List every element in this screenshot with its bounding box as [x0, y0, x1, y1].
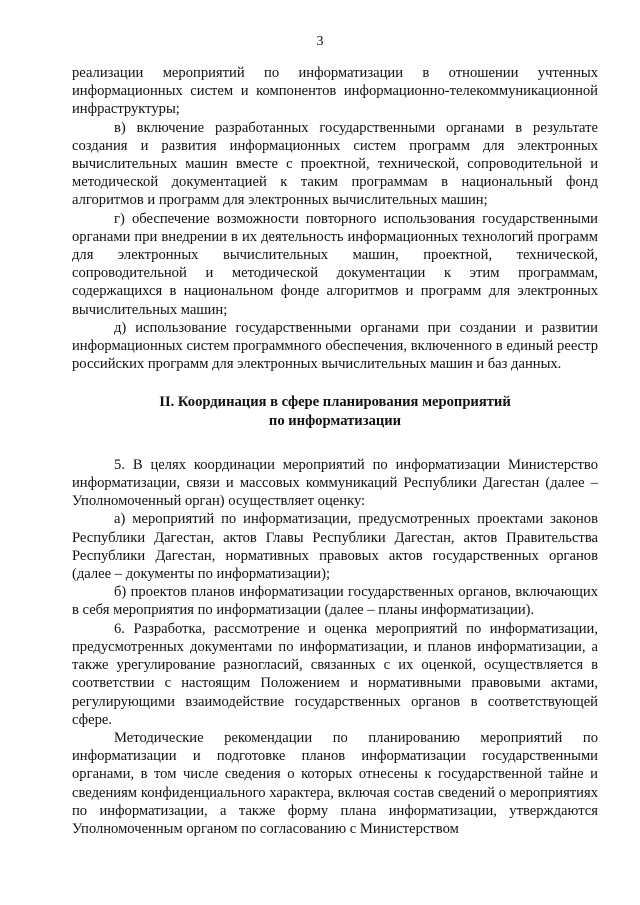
paragraph: 6. Разработка, рассмотрение и оценка мероприятий по информатизации, предусмотренных документами по информатизации, и планов информатизации, а также урегулирование разногласий, связанных с их оценкой, осуществляется в соответствии с настоящим Положением и нормативными правовыми актами, регулирующими взаимодействие государственных органов в соответствующей сфере.	[72, 620, 598, 728]
document-body	[72, 64, 598, 838]
paragraph: г) обеспечение возможности повторного использования государственными органами при внедрении в их деятельность информационных технологий программ для электронных вычислительных машин, проектной, технической, сопроводительной и методической документации к этим программам, содержащихся в национальном фонде алгоритмов и программ для электронных вычислительных машин;	[72, 210, 598, 318]
section-heading-line2: по информатизации	[268, 412, 402, 429]
section-heading-line1: II. Координация в сфере планирования мероприятий	[159, 394, 511, 411]
page-number: 3	[316, 34, 324, 49]
paragraph: Методические рекомендации по планированию мероприятий по информатизации и подготовке планов информатизации государственными органами, в том числе сведения о которых отнесены к государственной тайне и сведениям конфиденциального характера, включая состав сведений о мероприятиях по информатизации, а также форму плана информатизации, утверждаются Уполномоченным органом по согласованию с Министерством	[72, 729, 598, 837]
paragraph: б) проектов планов информатизации государственных органов, включающих в себя мероприятия по информатизации (далее – планы информатизации).	[72, 584, 598, 619]
paragraph: в) включение разработанных государственными органами в результате создания и развития информационных систем программ для электронных вычислительных машин вместе с проектной, технической, сопроводительной и методической документацией к таким программам в национальный фонд алгоритмов и программ для электронных вычислительных машин;	[72, 119, 598, 209]
paragraph: д) использование государственными органами при создании и развитии информационных систем программного обеспечения, включенного в единый реестр российских программ для электронных вычислительных машин и баз данных.	[72, 319, 598, 373]
paragraph: реализации мероприятий по информатизации в отношении учтенных информационных систем и компонентов информационно-телекоммуникационной инфраструктуры;	[72, 65, 598, 118]
section-heading	[72, 393, 598, 429]
paragraph: 5. В целях координации мероприятий по информатизации Министерство информатизации, связи и массовых коммуникаций Республики Дагестан (далее – Уполномоченный орган) осуществляет оценку:	[72, 456, 598, 510]
paragraph: а) мероприятий по информатизации, предусмотренных проектами законов Республики Дагестан, актов Главы Республики Дагестан, актов Правительства Республики Дагестан, нормативных правовых актов государственных органов (далее – документы по информатизации);	[72, 511, 598, 583]
